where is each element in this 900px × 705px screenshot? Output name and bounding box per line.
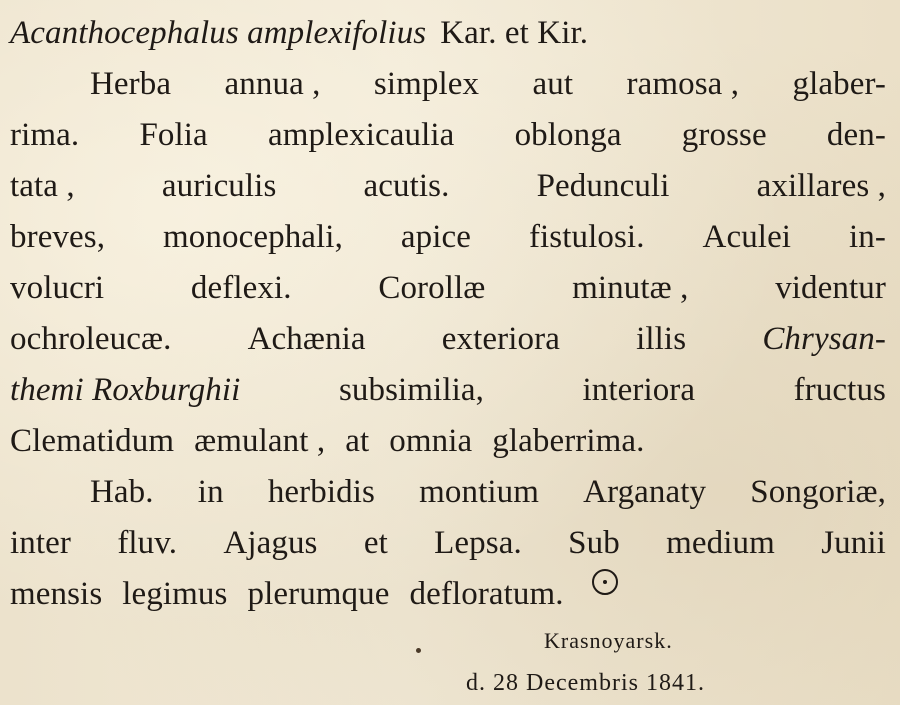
word: glaber-: [792, 66, 886, 102]
word: rima.: [10, 117, 80, 153]
word: aut: [532, 66, 574, 102]
word: grosse: [681, 117, 767, 153]
word: Junii: [821, 525, 886, 561]
word: subsimilia,: [338, 372, 484, 408]
word: æmulant ,: [194, 423, 326, 459]
word: minutæ ,: [572, 270, 689, 306]
description-line-7: [10, 365, 886, 416]
word: interiora: [582, 372, 696, 408]
date-line: d. 28 Decembris 1841.: [466, 670, 705, 696]
description-line-1: [10, 59, 886, 110]
word: plerumque: [247, 576, 390, 612]
word: exteriora: [441, 321, 560, 357]
word: volucri: [10, 270, 105, 306]
description-line-6: [10, 314, 886, 365]
word: glaberrima.: [492, 423, 645, 459]
description-line-2: [10, 110, 886, 161]
word: montium: [419, 474, 539, 510]
word: Clematidum: [10, 423, 175, 459]
italic-term: Chrysan-: [762, 321, 886, 357]
word: auriculis: [161, 168, 277, 204]
word: deflexi.: [190, 270, 292, 306]
word: axillares ,: [756, 168, 886, 204]
word: acutis.: [363, 168, 450, 204]
habitat-line-2: [10, 518, 886, 569]
word: legimus: [122, 576, 228, 612]
word: fistulosi.: [528, 219, 645, 255]
species-heading: [10, 8, 886, 59]
word: at: [345, 423, 370, 459]
word: Lepsa.: [434, 525, 522, 561]
place-signature: Krasnoyarsk.: [544, 628, 673, 653]
word: et: [363, 525, 388, 561]
word: Achænia: [247, 321, 366, 357]
word: Pedunculi: [536, 168, 670, 204]
word: Aculei: [702, 219, 792, 255]
word: apice: [400, 219, 471, 255]
description-line-8: [10, 416, 886, 467]
word: herbidis: [267, 474, 375, 510]
word: Arganaty: [583, 474, 707, 510]
annual-sign-icon: [592, 569, 618, 595]
word: tata ,: [10, 168, 75, 204]
habitat-line-1: [10, 467, 886, 518]
species-name: Acanthocephalus amplexifolius: [10, 15, 427, 51]
word: Hab.: [90, 474, 154, 510]
word: Folia: [139, 117, 208, 153]
species-authors: Kar. et Kir.: [440, 15, 589, 51]
word: mensis: [10, 576, 103, 612]
word: ochroleucæ.: [10, 321, 172, 357]
word: in-: [849, 219, 886, 255]
page-body: [10, 8, 886, 620]
word: simplex: [373, 66, 480, 102]
word: inter: [10, 525, 71, 561]
word: videntur: [775, 270, 886, 306]
word: oblonga: [514, 117, 622, 153]
habitat-line-3: [10, 569, 886, 620]
word: ramosa ,: [626, 66, 740, 102]
description-line-5: [10, 263, 886, 314]
word: in: [197, 474, 224, 510]
word: Ajagus: [223, 525, 318, 561]
word: monocephali,: [163, 219, 343, 255]
word: Songoriæ,: [750, 474, 886, 510]
word: omnia: [389, 423, 473, 459]
word: Herba: [90, 66, 172, 102]
word: Sub: [568, 525, 620, 561]
word: medium: [666, 525, 775, 561]
description-line-4: [10, 212, 886, 263]
italic-term: themi Roxburghii: [10, 372, 241, 408]
word: Corollæ: [378, 270, 486, 306]
word: amplexicaulia: [267, 117, 455, 153]
word: den-: [826, 117, 886, 153]
word: illis: [636, 321, 687, 357]
word: breves,: [10, 219, 106, 255]
word: fluv.: [117, 525, 178, 561]
description-line-3: [10, 161, 886, 212]
word: defloratum.: [409, 576, 564, 612]
word: fructus: [793, 372, 886, 408]
word: annua ,: [224, 66, 321, 102]
ink-dot: [416, 648, 421, 653]
